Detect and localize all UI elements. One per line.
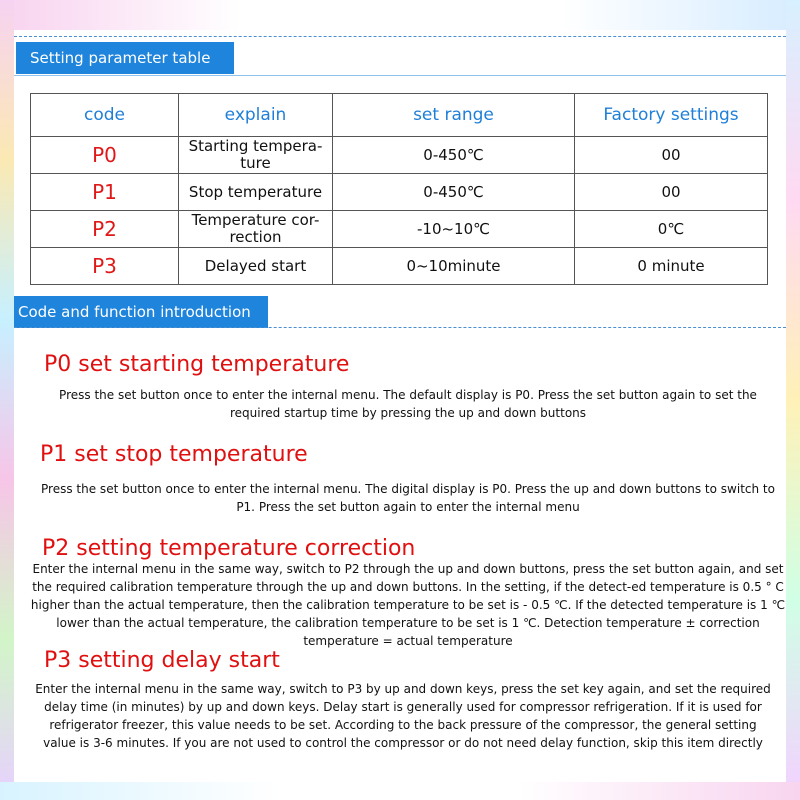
cell-code: P0 <box>31 137 179 174</box>
cell-explain: Temperature cor-rection <box>179 211 333 248</box>
cell-explain: Starting tempera-ture <box>179 137 333 174</box>
table-row <box>31 248 768 285</box>
decorative-frame-top <box>0 0 800 30</box>
cell-factory: 0℃ <box>575 211 768 248</box>
decorative-frame-right <box>786 0 800 800</box>
cell-explain: Stop temperature <box>179 174 333 211</box>
table-header-row <box>31 94 768 137</box>
parameter-table <box>30 93 768 285</box>
cell-code: P2 <box>31 211 179 248</box>
function-desc-p2: Enter the internal menu in the same way, switch to P2 through the up and down buttons, press the set button again, and set the required calibration temperature through the up and down buttons. In the setting, if the detect-ed temperature is 0.5 ° C higher than the actual temperature, then the calibration temperature to be set is - 0.5 ℃. If the detected temperature is 1 ℃ lower than the actual temperature, the calibration temperature to be set is 1 ℃. Detection temperature ± correction temperature = actual temperature <box>30 562 786 648</box>
divider-under-header-1 <box>14 75 786 76</box>
decorative-frame-left <box>0 0 14 800</box>
cell-range: -10~10℃ <box>333 211 575 248</box>
section-header-parameter-table: Setting parameter table <box>16 42 234 74</box>
table-row <box>31 174 768 211</box>
function-title-p0: P0 set starting temperature <box>44 352 350 377</box>
function-desc-p0: Press the set button once to enter the internal menu. The default display is P0. Press the set button again to set the required startup time by pressing the up and down buttons <box>59 388 757 420</box>
function-title-p1: P1 set stop temperature <box>40 442 308 467</box>
cell-range: 0-450℃ <box>333 137 575 174</box>
cell-factory: 00 <box>575 137 768 174</box>
cell-range: 0~10minute <box>333 248 575 285</box>
section-header-code-function: Code and function introduction <box>14 296 268 328</box>
function-title-p3: P3 setting delay start <box>44 648 280 673</box>
header-set-range: set range <box>333 94 575 137</box>
header-code: code <box>31 94 179 137</box>
cell-code: P3 <box>31 248 179 285</box>
decorative-frame-bottom <box>0 782 800 800</box>
divider-under-header-2 <box>14 327 786 328</box>
table-row <box>31 211 768 248</box>
cell-explain: Delayed start <box>179 248 333 285</box>
header-explain: explain <box>179 94 333 137</box>
table-row <box>31 137 768 174</box>
header-factory-settings: Factory settings <box>575 94 768 137</box>
cell-factory: 0 minute <box>575 248 768 285</box>
cell-factory: 00 <box>575 174 768 211</box>
cell-code: P1 <box>31 174 179 211</box>
function-title-p2: P2 setting temperature correction <box>42 536 416 561</box>
function-desc-p3: Enter the internal menu in the same way, switch to P3 by up and down keys, press the set key again, and set the required delay time (in minutes) by up and down keys. Delay start is generally used for compressor refrigeration. If it is used for refrigerator freezer, this value needs to be set. According to the back pressure of the compressor, the general setting value is 3-6 minutes. If you are not used to control the compressor or do not need delay function, skip this item directly <box>35 682 771 750</box>
function-desc-p1: Press the set button once to enter the internal menu. The digital display is P0. Press the up and down buttons to switch to P1. Press the set button again to enter the internal menu <box>41 482 775 514</box>
divider-top <box>14 36 786 37</box>
cell-range: 0-450℃ <box>333 174 575 211</box>
